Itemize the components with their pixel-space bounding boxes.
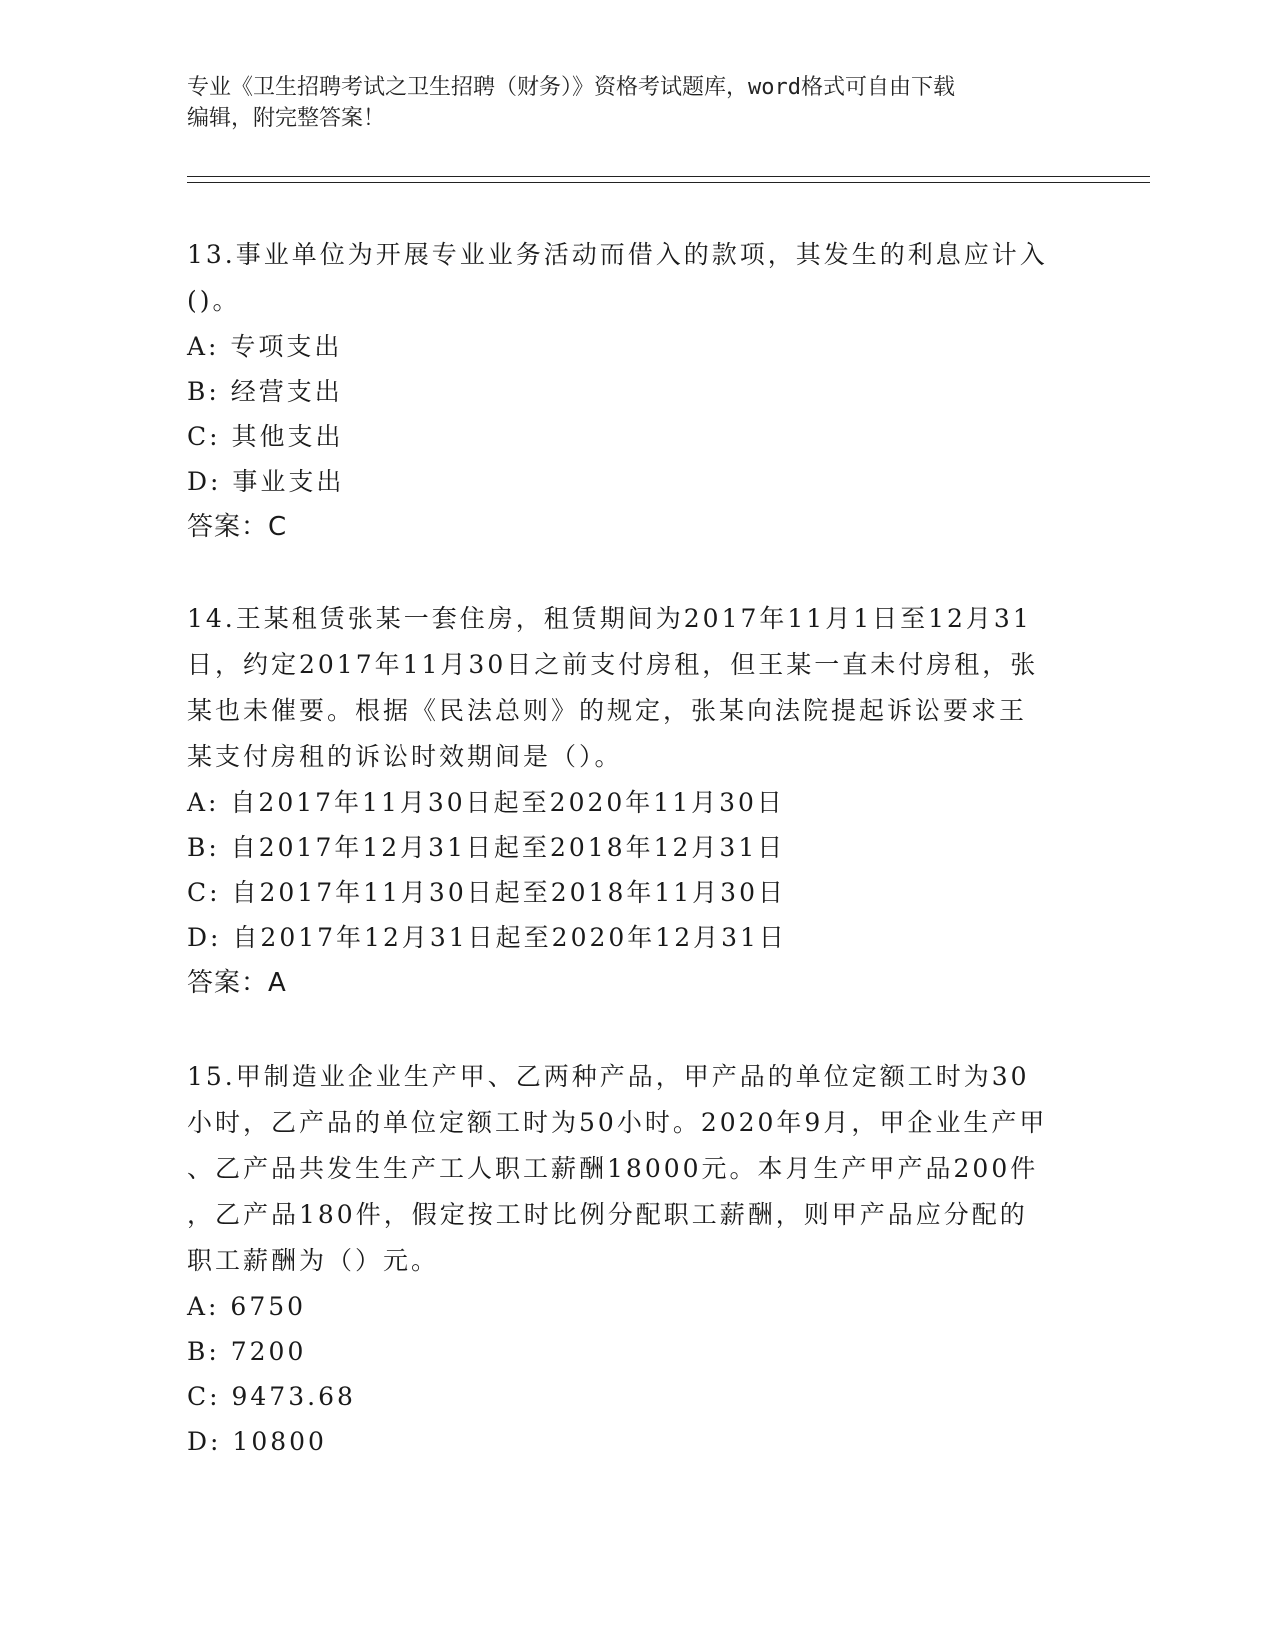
option-c: C: 其他支出 bbox=[187, 422, 344, 451]
document-header bbox=[187, 72, 1087, 134]
option-d: D: 事业支出 bbox=[187, 467, 345, 496]
question-stem-line: ，乙产品180件，假定按工时比例分配职工薪酬，则甲产品应分配的 bbox=[187, 1200, 1028, 1229]
header-divider-top bbox=[187, 176, 1150, 177]
option-c: C: 9473.68 bbox=[187, 1382, 356, 1411]
question-14 bbox=[187, 596, 1067, 1006]
question-stem-line: 职工薪酬为（）元。 bbox=[187, 1246, 440, 1275]
question-stem-line: 14.王某租赁张某一套住房，租赁期间为2017年11月1日至12月31 bbox=[187, 604, 1032, 633]
option-b: B: 自2017年12月31日起至2018年12月31日 bbox=[187, 833, 786, 862]
option-a: A: 自2017年11月30日起至2020年11月30日 bbox=[187, 788, 785, 817]
question-stem-line: 13.事业单位为开展专业业务活动而借入的款项，其发生的利息应计入 bbox=[187, 240, 1048, 269]
question-stem-line: 小时，乙产品的单位定额工时为50小时。2020年9月，甲企业生产甲 bbox=[187, 1108, 1048, 1137]
option-d: D: 自2017年12月31日起至2020年12月31日 bbox=[187, 923, 787, 952]
question-15 bbox=[187, 1054, 1067, 1464]
header-line-1: 专业《卫生招聘考试之卫生招聘（财务）》资格考试题库，word格式可自由下载 bbox=[187, 75, 955, 100]
question-stem-line: 、乙产品共发生生产工人职工薪酬18000元。本月生产甲产品200件 bbox=[187, 1154, 1039, 1183]
question-stem-line: ()。 bbox=[187, 286, 241, 315]
header-divider-bottom bbox=[187, 182, 1150, 183]
question-stem-line: 某也未催要。根据《民法总则》的规定，张某向法院提起诉讼要求王 bbox=[187, 696, 1028, 725]
answer-label: 答案：A bbox=[187, 968, 287, 998]
option-b: B: 7200 bbox=[187, 1337, 307, 1366]
question-stem-line: 日，约定2017年11月30日之前支付房租，但王某一直未付房租，张 bbox=[187, 650, 1039, 679]
option-c: C: 自2017年11月30日起至2018年11月30日 bbox=[187, 878, 786, 907]
question-stem-line: 某支付房租的诉讼时效期间是（）。 bbox=[187, 742, 623, 771]
header-line-2: 编辑，附完整答案！ bbox=[187, 106, 386, 131]
option-d: D: 10800 bbox=[187, 1427, 327, 1456]
option-a: A: 专项支出 bbox=[187, 332, 343, 361]
question-13 bbox=[187, 232, 1067, 550]
answer-label: 答案：C bbox=[187, 512, 288, 542]
question-stem-line: 15.甲制造业企业生产甲、乙两种产品，甲产品的单位定额工时为30 bbox=[187, 1062, 1030, 1091]
option-a: A: 6750 bbox=[187, 1292, 307, 1321]
option-b: B: 经营支出 bbox=[187, 377, 343, 406]
